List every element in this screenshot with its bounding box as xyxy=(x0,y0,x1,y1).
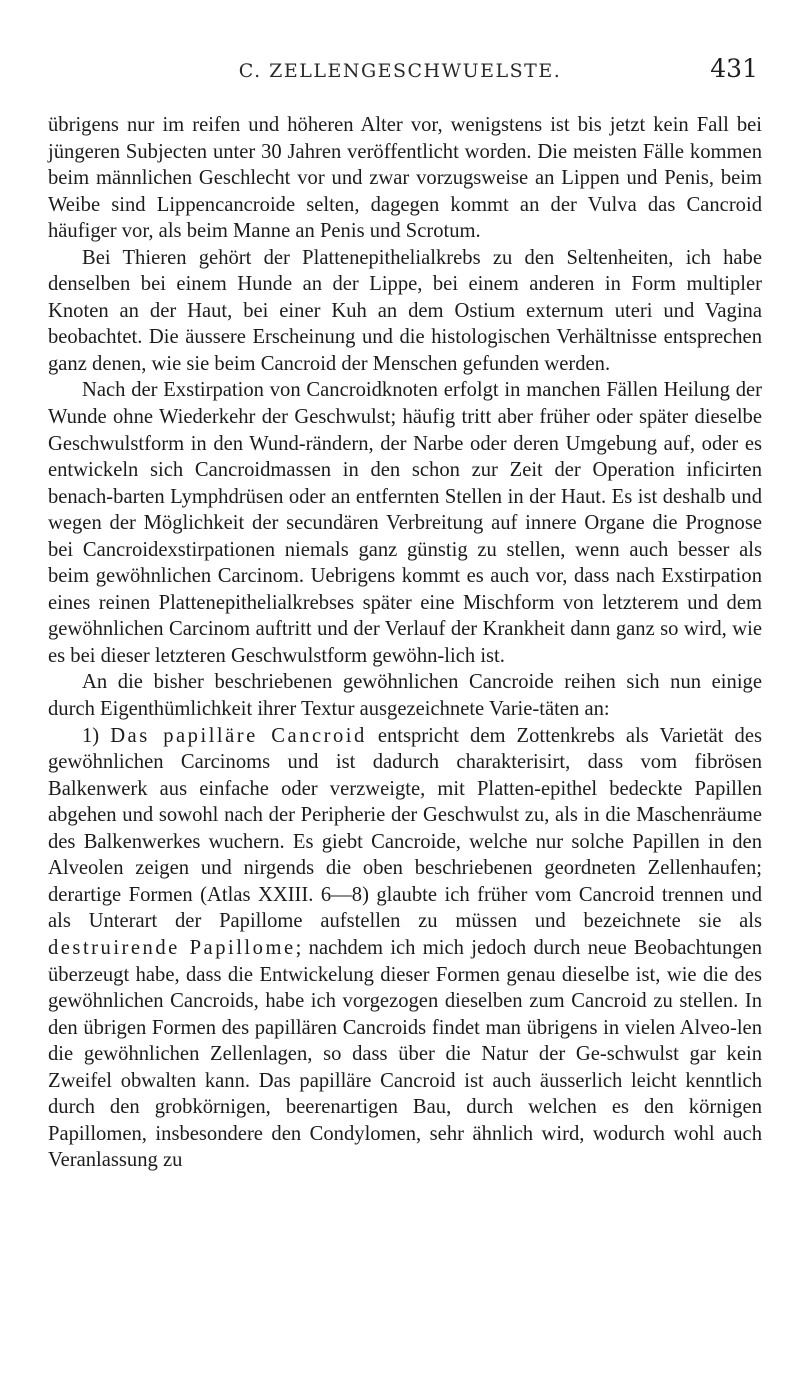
paragraph-3: Nach der Exstirpation von Cancroidknoten erfolgt in manchen Fällen Heilung der Wunde ohne Wiederkehr der Geschwulst; häufig tritt aber früher oder später dieselbe Geschwulstform in den Wund-rändern, der Narbe oder deren Umgebung auf, oder es entwickeln sich Cancroidmassen in den schon zur Zeit der Operation inficirten benach-barten Lymphdrüsen oder an entfernten Stellen in der Haut. Es ist deshalb und wegen der Möglichkeit der secundären Verbreitung auf innere Organe die Prognose bei Cancroidexstirpationen niemals ganz günstig zu stellen, wenn auch besser als beim gewöhnlichen Carcinom. Uebrigens kommt es auch vor, dass nach Exstirpation eines reinen Plattenepithelialkrebses später eine Mischform von letzterem und dem gewöhnlichen Carcinom auftritt und der Verlauf der Krankheit dann ganz so wird, wie es bei dieser letzteren Geschwulstform gewöhn-lich ist. xyxy=(48,379,762,667)
emphasis-destructive-papillomas: destruirende Papillome xyxy=(48,936,296,959)
paragraph-4: An die bisher beschriebenen gewöhnlichen Cancroide reihen sich nun einige durch Eigenthümlichkeit ihrer Textur ausgezeichnete Varie-täten an: xyxy=(48,671,762,721)
paragraph-2: Bei Thieren gehört der Plattenepithelialkrebs zu den Seltenheiten, ich habe denselben bei einem Hunde an der Lippe, bei einem anderen in Form multipler Knoten an der Haut, bei einer Kuh an dem Ostium externum uteri und Vagina beobachtet. Die äussere Erscheinung und die histologischen Verhältnisse entsprechen ganz denen, wie sie beim Cancroid der Menschen gefunden werden. xyxy=(48,246,762,375)
page-number: 431 xyxy=(710,54,758,83)
paragraph-1: übrigens nur im reifen und höheren Alter vor, wenigstens ist bis jetzt kein Fall bei jüngeren Subjecten unter 30 Jahren veröffentlicht worden. Die meisten Fälle kommen beim männlichen Geschlecht vor und zwar vorzugsweise an Lippen und Penis, beim Weibe sind Lippencancroide selten, dagegen kommt an der Vulva das Cancroid häufiger vor, als beim Manne an Penis und Scrotum. xyxy=(48,114,762,243)
paragraph-5-text-b: ; nachdem ich mich jedoch durch neue Beobachtungen überzeugt habe, dass die Entwickelung dieser Formen genau dieselbe ist, wie die des gewöhnlichen Cancroids, habe ich vorgezogen dieselben zum Cancroid zu stellen. In den übrigen Formen des papillären Cancroids findet man übrigens in vielen Alveo-len die gewöhnlichen Zellenlagen, so dass über die Natur der Ge-schwulst gar kein Zweifel obwalten kann. Das papilläre Cancroid ist auch äusserlich leicht kenntlich durch den grobkörnigen, beerenartigen Bau, durch welchen es den körnigen Papillomen, insbesondere den Condylomen, sehr ähnlich wird, wodurch wohl auch Veranlassung zu xyxy=(48,936,762,1172)
body-text xyxy=(48,112,762,1174)
paragraph-5 xyxy=(48,723,762,1174)
list-number: 1) xyxy=(82,724,111,747)
running-title: C. ZELLENGESCHWUELSTE. xyxy=(238,60,562,82)
running-head xyxy=(40,48,760,88)
paragraph-5-text-a: entspricht dem Zottenkrebs als Varietät des gewöhnlichen Carcinoms und ist dadurch charakterisirt, dass vom fibrösen Balkenwerk aus einfache oder verzweigte, mit Platten-epithel bedeckte Papillen abgehen und sowohl nach der Peripherie der Geschwulst zu, als in die Maschenräume des Balkenwerkes wuchern. Es giebt Cancroide, welche nur solche Papillen in den Alveolen zeigen und nirgends die oben beschriebenen geordneten Zellenhaufen; derartige Formen (Atlas XXIII. 6—8) glaubte ich früher vom Cancroid trennen und als Unterart der Papillome aufstellen zu müssen und bezeichnete sie als xyxy=(48,724,762,933)
emphasis-papillary-cancroid: Das papilläre Cancroid xyxy=(110,724,367,747)
